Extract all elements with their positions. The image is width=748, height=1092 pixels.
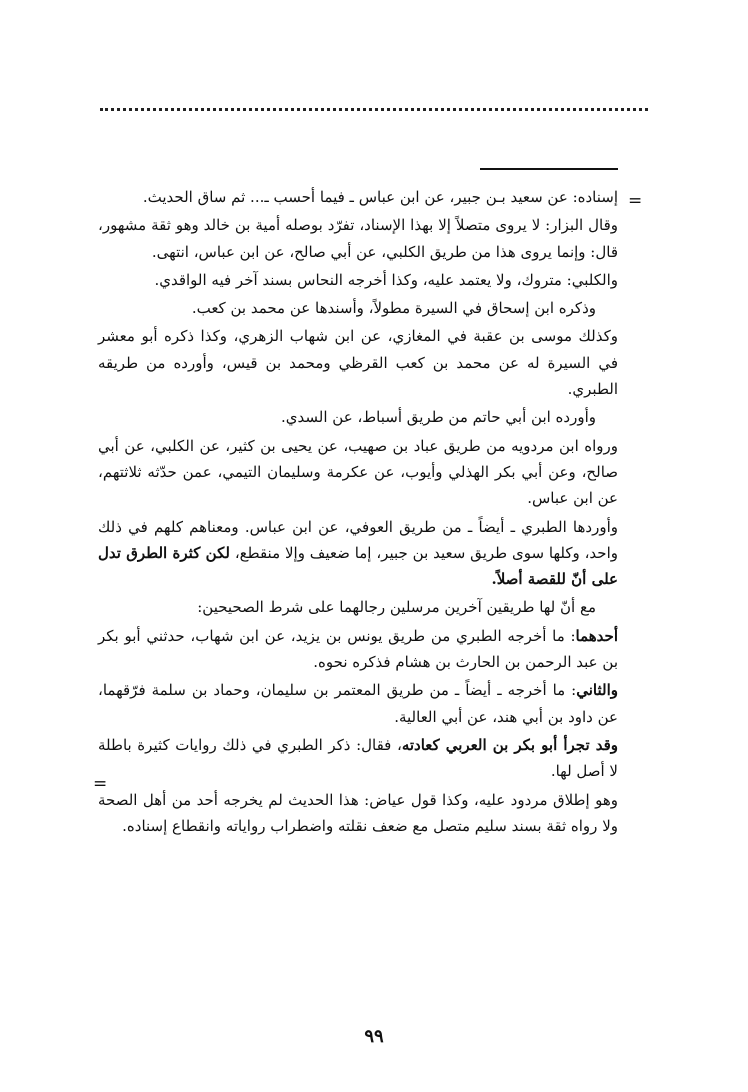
footnote-text-block	[98, 184, 618, 839]
footnote-paragraph	[98, 514, 618, 593]
footnote-paragraph	[98, 295, 618, 321]
footnote-paragraph	[98, 267, 618, 293]
continuation-marker-end: =	[93, 774, 108, 794]
text-run: والكلبي: متروك، ولا يعتمد عليه، وكذا أخرجه النحاس بسند آخر فيه الواقدي.	[154, 270, 618, 289]
footnote-paragraph	[98, 404, 618, 430]
footnote-paragraph	[98, 623, 618, 676]
text-run: وهو إطلاق مردود عليه، وكذا قول عياض: هذا الحديث لم يخرجه أحد من أهل الصحة ولا رواه ثقة بسند سليم متصل مع ضعف نقلته واضطراب رواياته وانقطاع إسناده.	[98, 790, 618, 835]
footnote-paragraph	[98, 677, 618, 730]
page-number: ٩٩	[364, 1026, 384, 1047]
bold-phrase: وقد تجرأ أبو بكر بن العربي كعادته	[401, 735, 618, 754]
bold-phrase: أحدهما	[575, 626, 618, 645]
text-run: : ما أخرجه الطبري من طريق يونس بن يزيد، عن ابن شهاب، حدثني أبو بكر بن عبد الرحمن بن الحارث بن هشام فذكره نحوه.	[98, 626, 618, 672]
footnote-paragraph	[98, 212, 618, 265]
text-run: : ما أخرجه ـ أيضاً ـ من طريق المعتمر بن سليمان، وحماد بن سلمة فرّقهما، عن داود بن أبي هند، عن أبي العالية.	[98, 681, 618, 726]
footnote-paragraph	[98, 433, 618, 512]
text-run: ورواه ابن مردويه من طريق عباد بن صهيب، عن يحيى بن كثير، عن الكلبي، عن أبي صالح، وعن أبي بكر الهذلي وأيوب، عن عكرمة وسليمان التيمي، عمن حدّثه ثلاثتهم، عن ابن عباس.	[98, 436, 618, 508]
footnote-paragraph	[98, 594, 618, 620]
text-run: مع أنّ لها طريقين آخرين مرسلين رجالهما على شرط الصحيحين:	[197, 598, 596, 617]
bold-phrase: لكن كثرة الطرق تدل على أنّ للقصة أصلاً.	[98, 543, 618, 589]
text-run: وأوردها الطبري ـ أيضاً ـ من طريق العوفي، عن ابن عباس. ومعناهم كلهم في ذلك واحد، وكلها سوى طريق سعيد بن جبير، إما ضعيف وإلا منقطع،	[98, 517, 618, 562]
bold-phrase: والثاني	[576, 681, 618, 700]
footnote-separator-rule	[480, 168, 618, 170]
footnote-paragraph	[98, 732, 618, 785]
continuation-marker-start: =	[628, 191, 643, 211]
footnote-paragraph	[98, 787, 618, 840]
footnote-paragraph	[98, 323, 618, 402]
text-run: وكذلك موسى بن عقبة في المغازي، عن ابن شهاب الزهري، وكذا ذكره أبو معشر في السيرة له عن محمد بن كعب القرظي ومحمد بن قيس، وأورده من طريقه الطبري.	[98, 327, 618, 399]
text-run: ، فقال: ذكر الطبري في ذلك روايات كثيرة باطلة لا أصل لها.	[98, 735, 618, 781]
text-run: وذكره ابن إسحاق في السيرة مطولاً، وأسندها عن محمد بن كعب.	[191, 299, 596, 318]
footnote-paragraph	[98, 184, 618, 210]
header-dotted-ornament	[100, 108, 648, 111]
text-run: إسناده: عن سعيد بـن جبير، عن ابن عباس ـ فيما أحسب ـ... ثم ساق الحديث.	[142, 188, 618, 206]
text-run: وقال البزار: لا يروى متصلاً إلا بهذا الإسناد، تفرّد بوصله أمية بن خالد وهو ثقة مشهور، قال: وإنما يروى هذا من طريق الكلبي، عن أبي صالح، عن ابن عباس، انتهى.	[98, 216, 618, 261]
text-run: وأورده ابن أبي حاتم من طريق أسباط، عن السدي.	[281, 408, 596, 427]
